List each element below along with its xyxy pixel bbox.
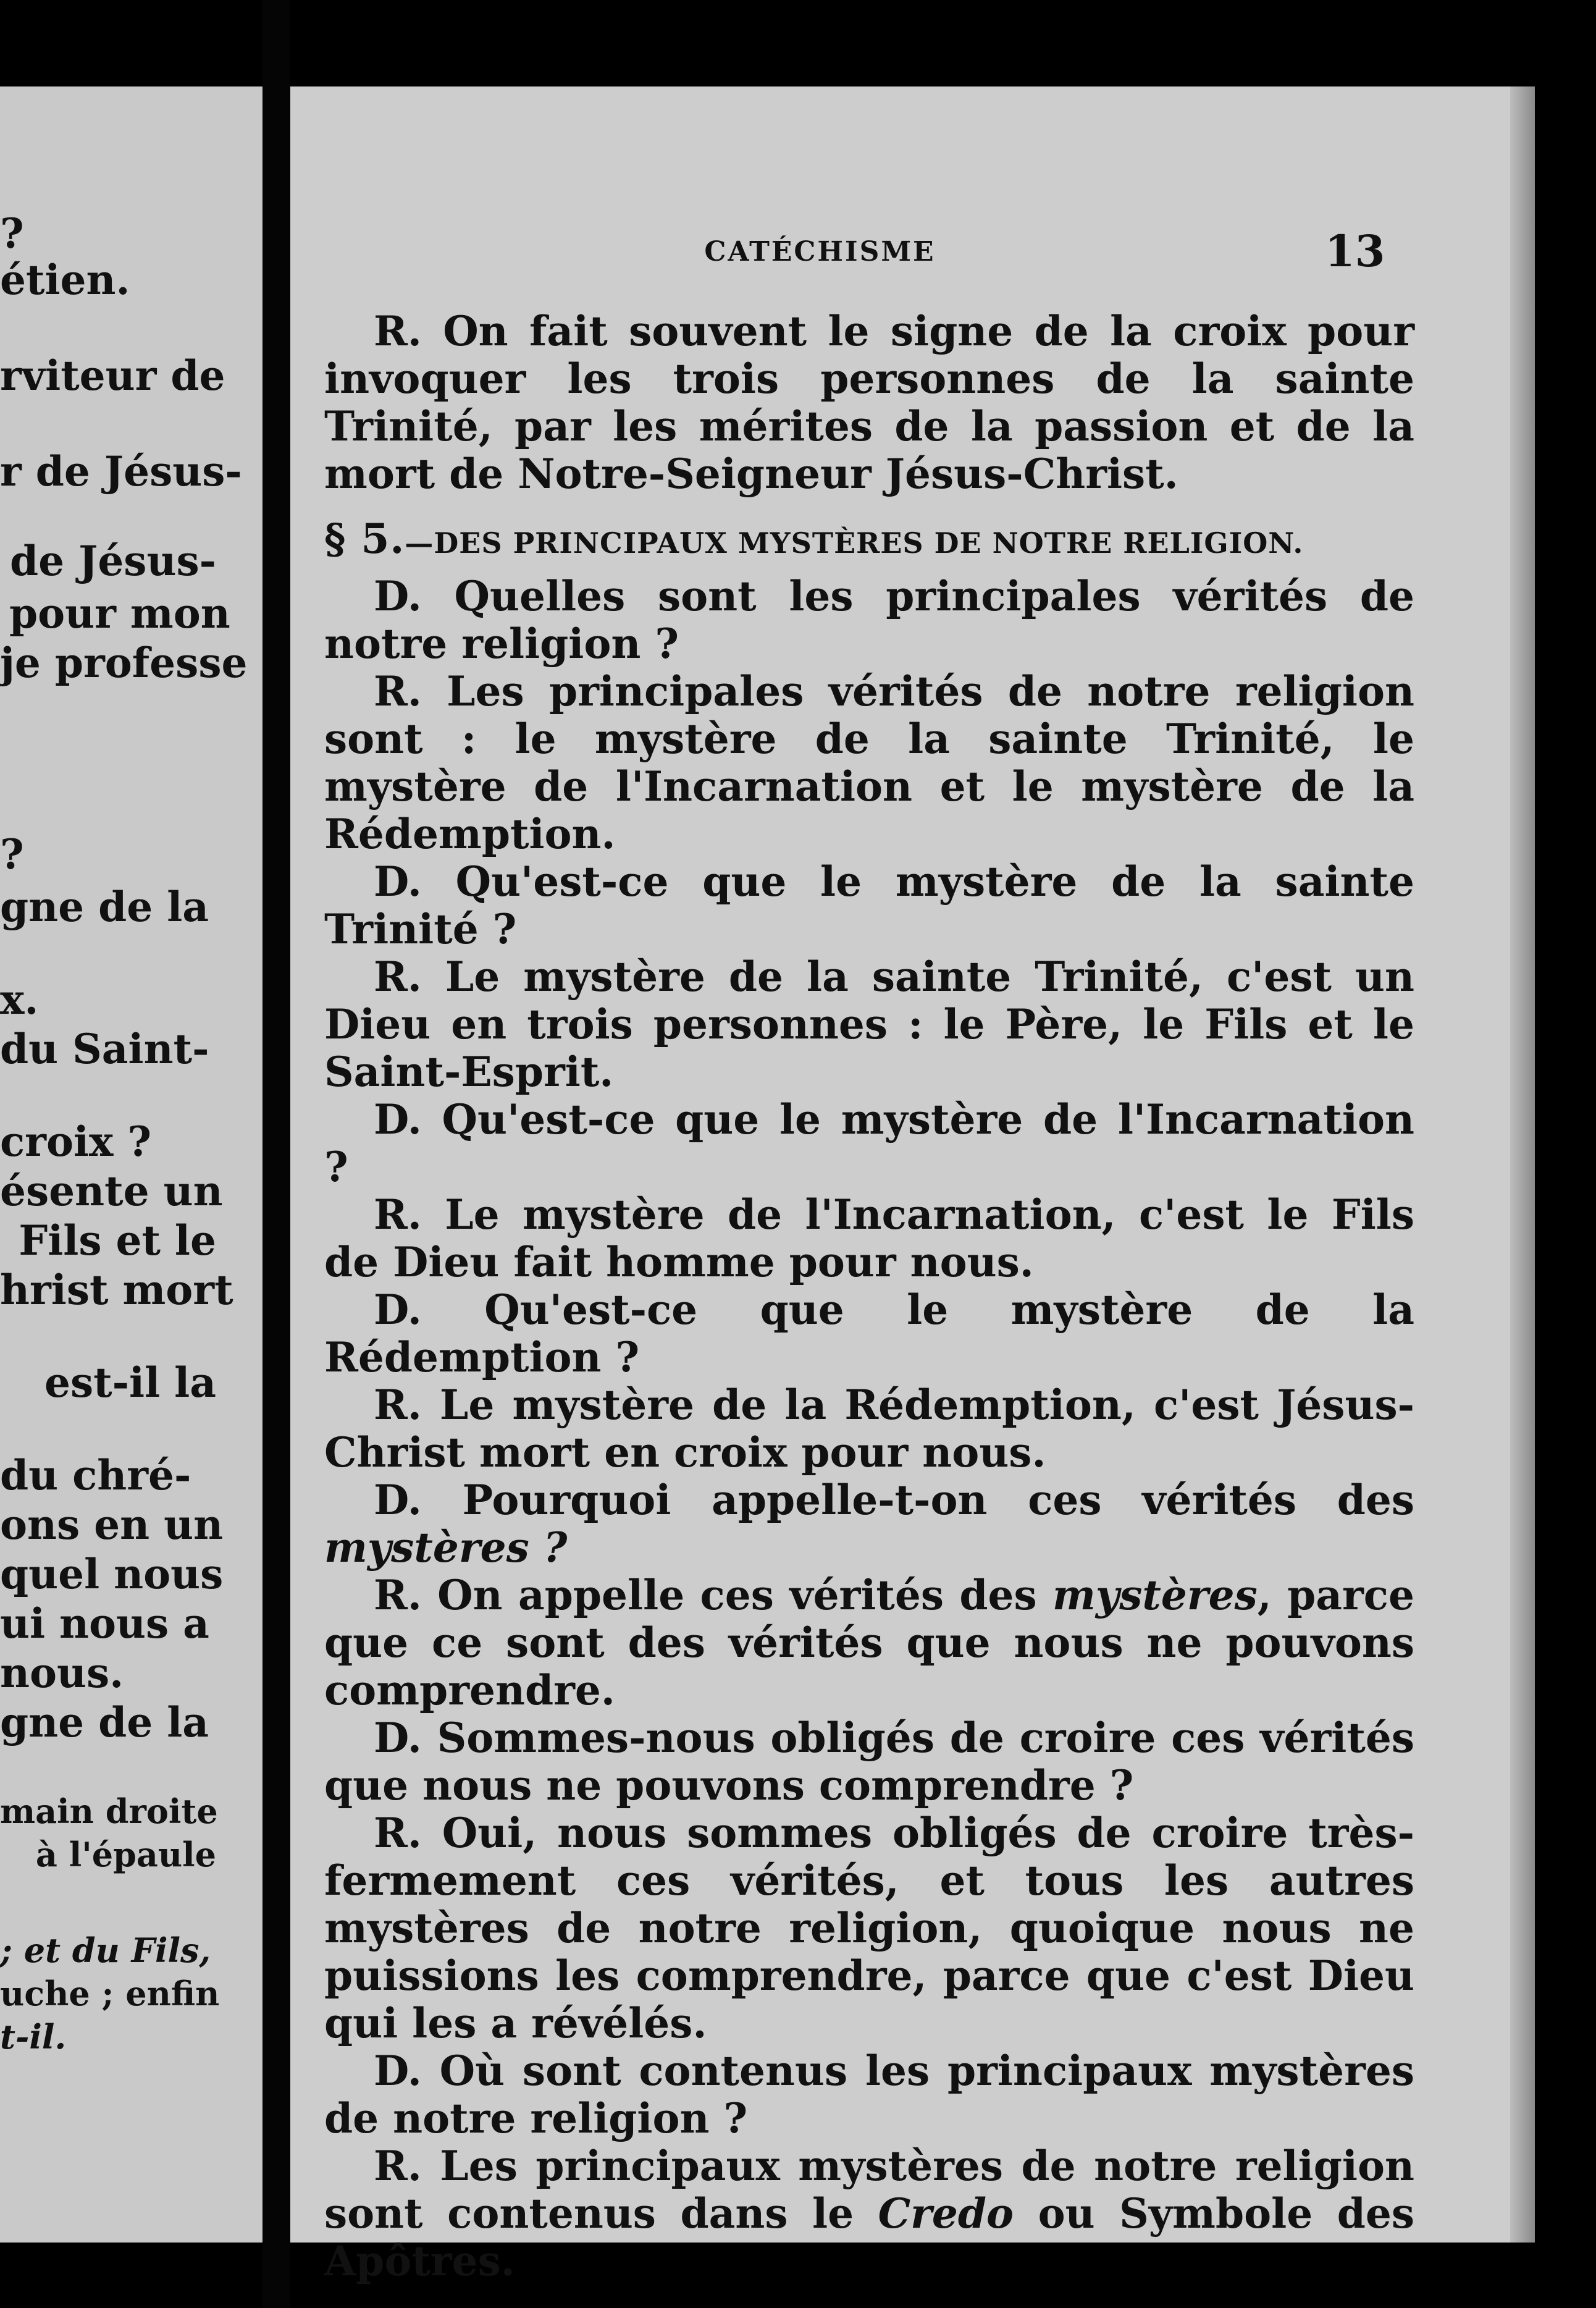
left-page-line: ? (0, 830, 24, 878)
answer-paragraph: R. On fait souvent le signe de la croix pour invoquer les trois personnes de la sainte Trinité, par les mérites de la passion et de la mort de Notre-Seigneur Jésus-Christ. (324, 307, 1414, 498)
left-page-line: Fils et le (19, 1216, 216, 1265)
left-page-line: étien. (0, 256, 130, 304)
left-page-line: ? (0, 209, 24, 258)
page-text (324, 308, 1414, 2285)
right-page (290, 86, 1535, 2285)
left-page-line: je professe (0, 639, 248, 687)
question-paragraph (324, 1476, 1414, 1572)
italic-term: mystères ? (324, 1523, 568, 1572)
left-page-line: ; et du Fils, (0, 1931, 211, 1970)
left-page-line: à l'épaule (35, 1835, 216, 1874)
section-heading (324, 514, 1414, 568)
italic-term: Credo (878, 2189, 1014, 2238)
question-paragraph: D. Qu'est-ce que le mystère de l'Incarnation ? (324, 1095, 1414, 1191)
answer-text: ou Symbole des Apôtres. (324, 2189, 1414, 2285)
left-page-line: uche ; enfin (0, 1974, 220, 2013)
left-page-line: ons en un (0, 1501, 224, 1549)
section-mark: § 5. (324, 515, 405, 563)
left-page-line: nous. (0, 1649, 124, 1697)
left-page-line: hrist mort (0, 1266, 233, 1314)
answer-text: , parce que ce sont des vérités que nous ne pouvons comprendre. (324, 1571, 1414, 1714)
left-page-line: r de Jésus- (0, 447, 242, 495)
question-paragraph: D. Qu'est-ce que le mystère de la Rédemption ? (324, 1286, 1414, 1381)
left-page-fragment (0, 86, 262, 2243)
answer-paragraph: R. Le mystère de l'Incarnation, c'est le Fils de Dieu fait homme pour nous. (324, 1190, 1414, 1286)
answer-paragraph: R. Les principales vérités de notre religion sont : le mystère de la sainte Trinité, le mystère de l'Incarnation et le mystère de la Rédemption. (324, 667, 1414, 858)
left-page-line: x. (0, 975, 39, 1024)
answer-paragraph: R. Oui, nous sommes obligés de croire très-fermement ces vérités, et tous les autres mystères de notre religion, quoique nous ne puissions les comprendre, parce que c'est Dieu qui les a révélés. (324, 1809, 1414, 2047)
left-page-line: main droite (0, 1792, 218, 1831)
left-page-line: gne de la (0, 883, 209, 931)
left-page-line: croix ? (0, 1118, 152, 1166)
answer-paragraph: R. Le mystère de la sainte Trinité, c'est un Dieu en trois personnes : le Père, le Fils et le Saint-Esprit. (324, 953, 1414, 1096)
left-page-line: gne de la (0, 1698, 209, 1746)
left-page-line: pour mon (9, 589, 230, 638)
left-page-line: ésente un (0, 1167, 223, 1215)
running-title: CATÉCHISME (704, 236, 936, 267)
left-page-line: ui nous a (0, 1599, 209, 1648)
left-page-line: t-il. (0, 2017, 67, 2057)
question-paragraph: D. Qu'est-ce que le mystère de la sainte Trinité ? (324, 857, 1414, 953)
page-edge-shadow (1510, 86, 1535, 2243)
book-gutter (262, 0, 290, 2308)
question-paragraph: D. Quelles sont les principales vérités de notre religion ? (324, 572, 1414, 668)
answer-paragraph (324, 2142, 1414, 2285)
answer-paragraph: R. Le mystère de la Rédemption, c'est Jésus-Christ mort en croix pour nous. (324, 1381, 1414, 1476)
question-text: D. Pourquoi appelle-t-on ces vérités des (374, 1476, 1414, 1524)
answer-text: R. Les principaux mystères de notre religion sont contenus dans le (324, 2142, 1414, 2238)
left-page-line: de Jésus- (9, 537, 216, 585)
left-page-line: du Saint- (0, 1025, 209, 1073)
left-page-line: est-il la (44, 1358, 216, 1407)
left-page-line: quel nous (0, 1550, 224, 1598)
page-number: 13 (1325, 225, 1385, 277)
answer-text: R. On appelle ces vérités des (374, 1571, 1037, 1619)
question-paragraph: D. Où sont contenus les principaux mystères de notre religion ? (324, 2047, 1414, 2142)
left-page-line: rviteur de (0, 352, 225, 400)
section-title: —DES PRINCIPAUX MYSTÈRES DE NOTRE RELIGION. (405, 526, 1304, 560)
left-page-line: du chré- (0, 1451, 191, 1499)
question-paragraph: D. Sommes-nous obligés de croire ces vérités que nous ne pouvons comprendre ? (324, 1714, 1414, 1809)
italic-term: mystères (1052, 1571, 1258, 1619)
answer-paragraph (324, 1572, 1414, 1714)
